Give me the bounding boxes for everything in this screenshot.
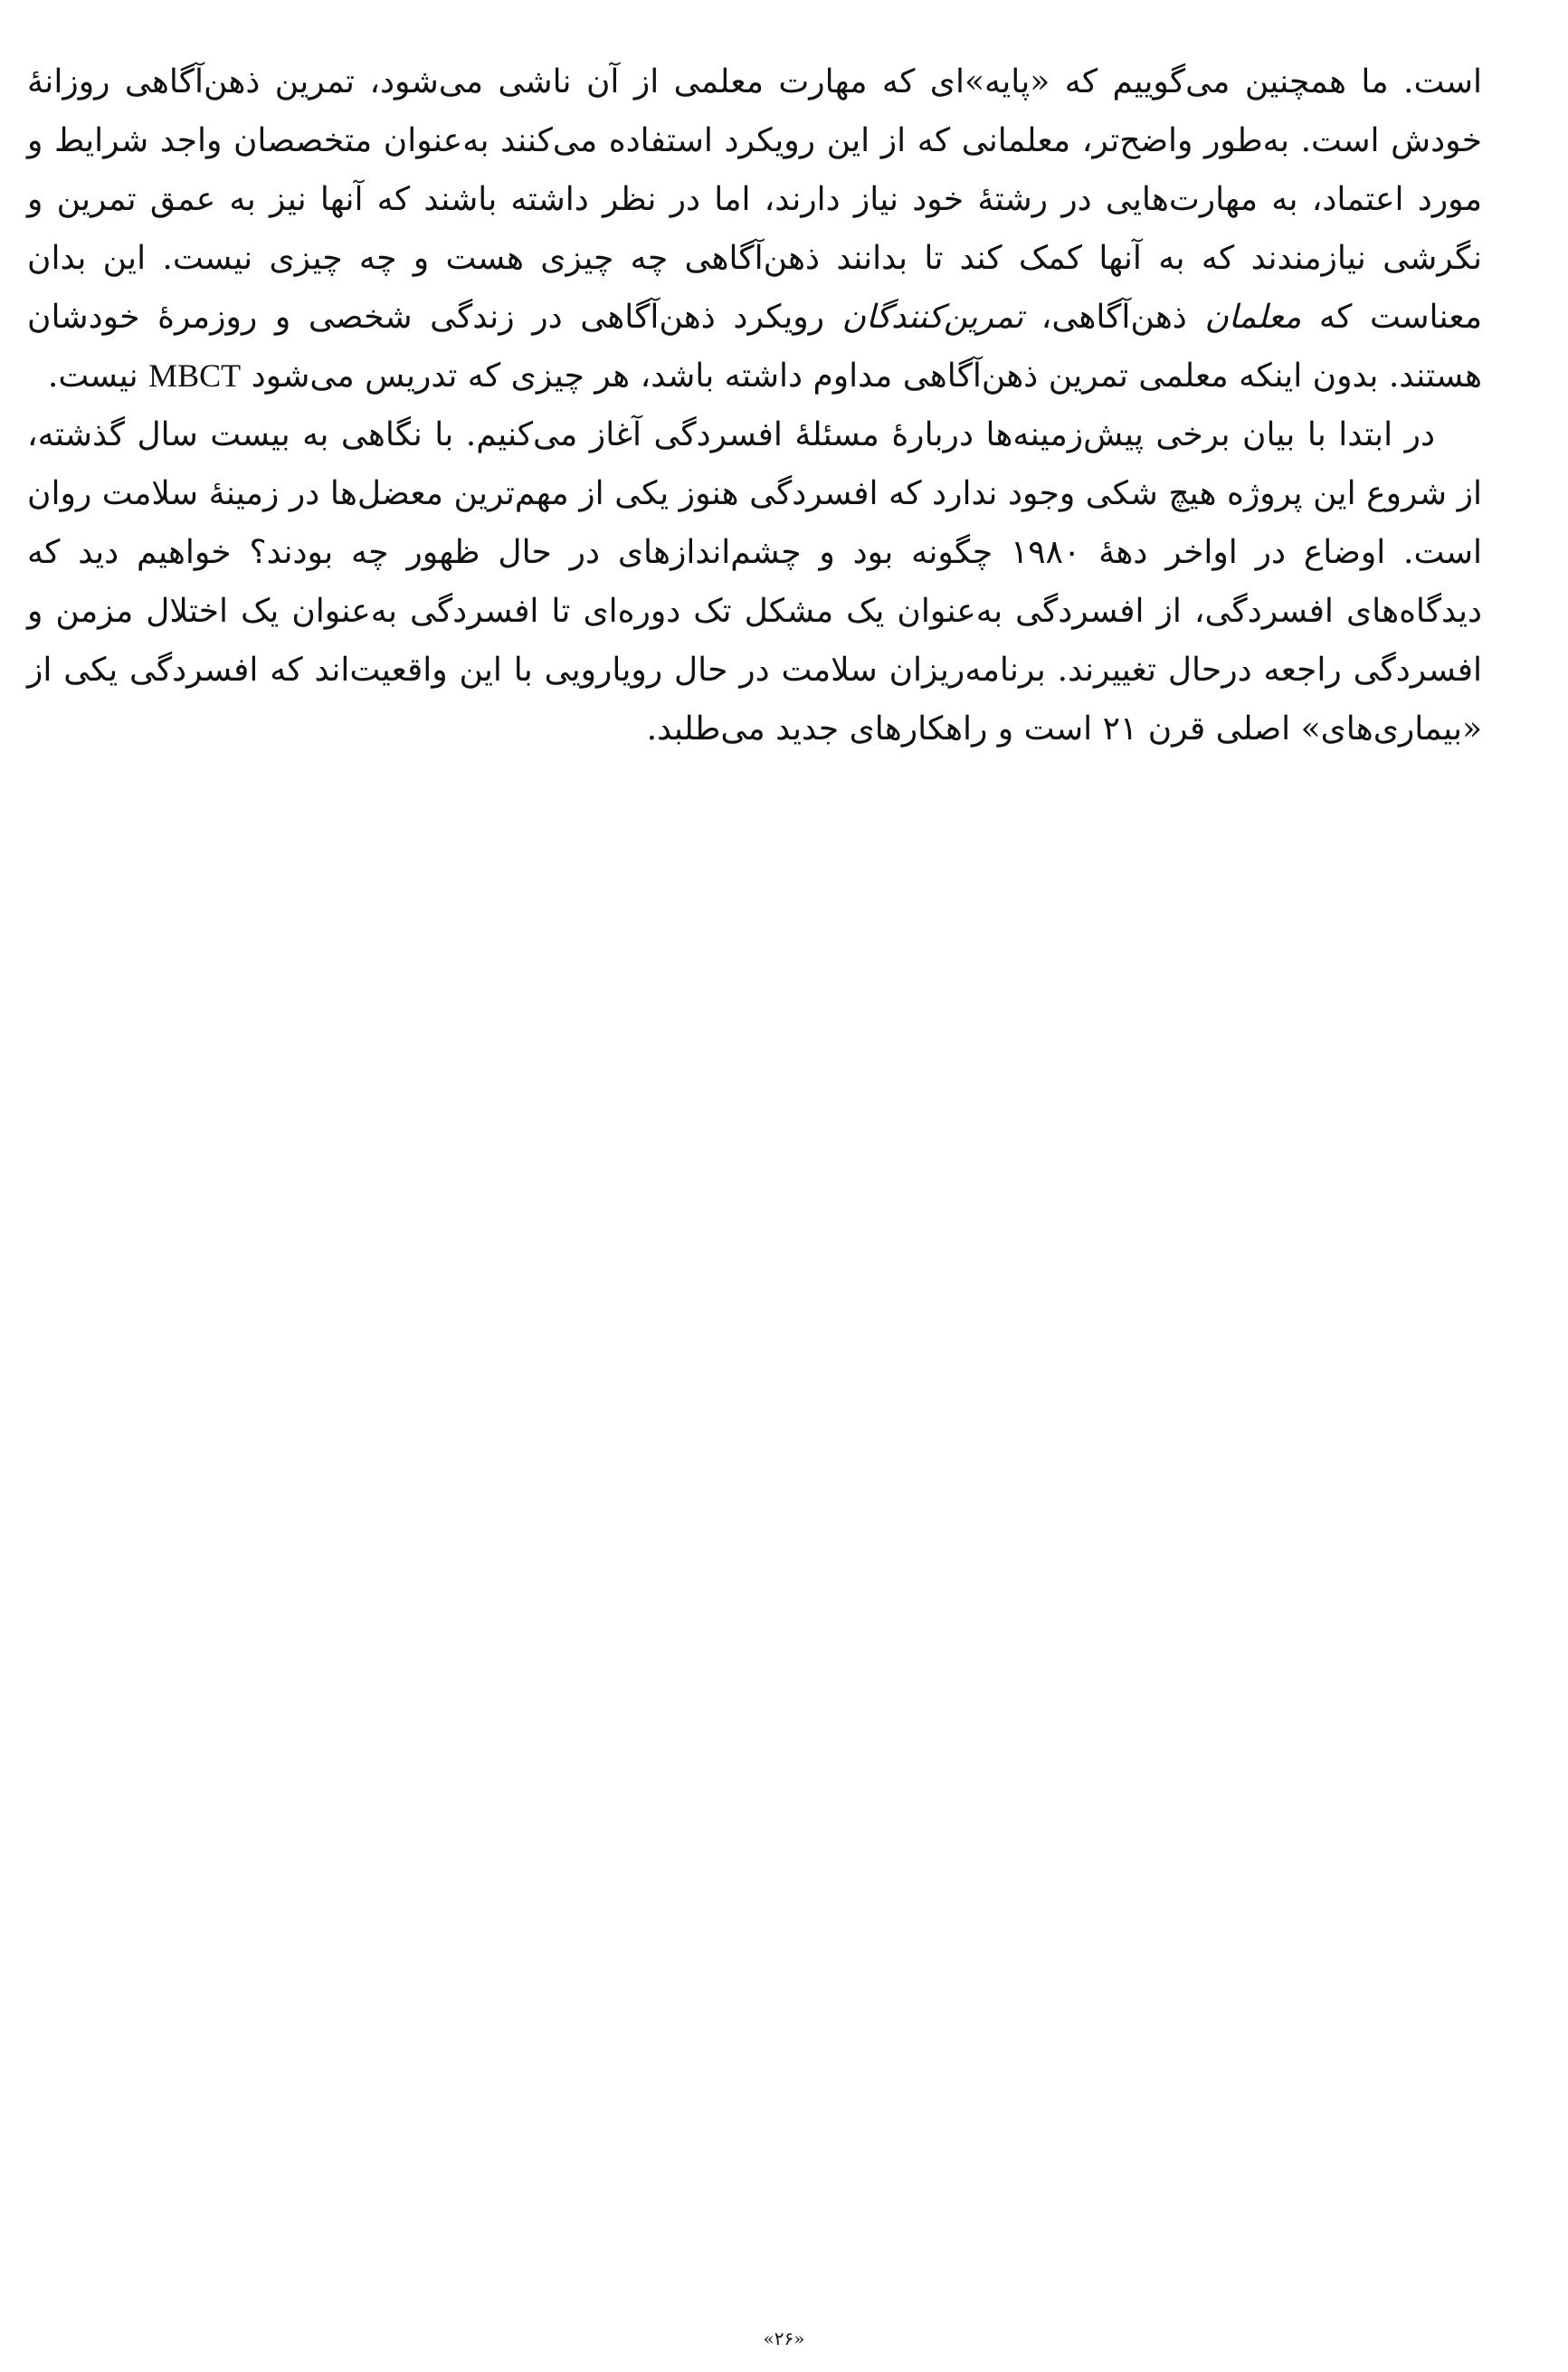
abbreviation-mbct: MBCT [148,357,242,394]
italic-term-practitioners: تمرین‌کنندگان [841,299,1024,336]
italic-term-teachers: معلمان [1204,299,1302,336]
page-number: «۲۶» [763,2328,805,2349]
paragraph-text: ذهن‌آگاهی، [1041,299,1187,336]
paragraph-text: رویکرد ذهن‌آگاهی در زندگی شخصی و روزمرهٔ خودشان هستند. بدون اینکه معلمی تمرین ذهن‌آگاهی مداوم داشته باشد، هر چیزی که تدریس می‌شود [27,299,1482,395]
body-text [27,52,1482,758]
paragraph: در ابتدا با بیان برخی پیش‌زمینه‌ها دربارهٔ مسئلهٔ افسردگی آغاز می‌کنیم. با نگاهی به بیست سال گذشته، از شروع این پروژه هیچ شکی وجود ندارد که افسردگی هنوز یکی از مهم‌ترین معضل‌ها در زمینهٔ سلامت روان است. اوضاع در اواخر دههٔ ۱۹۸۰ چگونه بود و چشم‌اندازهای در حال ظهور چه بودند؟ خواهیم دید که دیدگاه‌های افسردگی، از افسردگی به‌عنوان یک مشکل تک دوره‌ای تا افسردگی به‌عنوان یک اختلال مزمن و افسردگی راجعه درحال تغییرند. برنامه‌ریزان سلامت در حال رویارویی با این واقعیت‌اند که افسردگی یکی از «بیماری‌های» اصلی قرن ۲۱ است و راهکارهای جدید می‌طلبد. [27,416,1483,748]
paragraph-text: نیست. [47,357,138,395]
paragraph [27,52,1482,405]
paragraph-text: است. ما همچنین می‌گوییم که «پایه»ای که مهارت معلمی از آن ناشی می‌شود، تمرین ذهن‌آگاهی روزانهٔ خودش است. به‌طور واضح‌تر، معلمانی که از این رویکرد استفاده می‌کنند به‌عنوان متخصصان واجد شرایط و مورد اعتماد، به مهارت‌هایی در رشتهٔ خود نیاز دارند، اما در نظر داشته باشند که آنها نیز به عمق تمرین و نگرشی نیازمندند که به آنها کمک کند تا بدانند ذهن‌آگاهی چه چیزی هست و چه چیزی نیست. این بدان معناست که [27,63,1482,336]
